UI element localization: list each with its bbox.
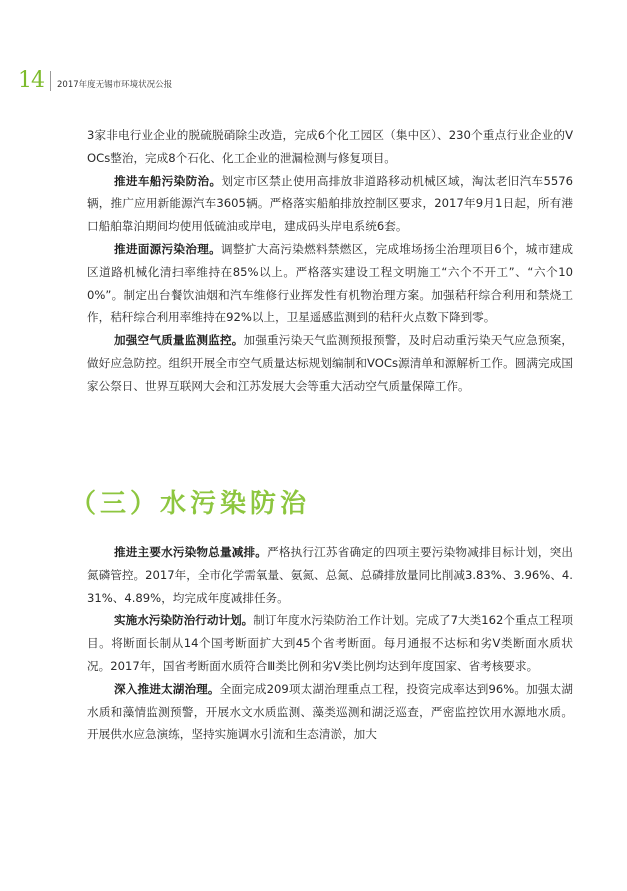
- water-pollution-section-body: [87, 541, 573, 746]
- paragraph-lead: 推进车船污染防治。: [114, 173, 222, 188]
- paragraph-text: 3家非电行业企业的脱硫脱硝除尘改造，完成6个化工园区（集中区）、230个重点行业企业的VOCs整治，完成8个石化、化工企业的泄漏检测与修复项目。: [87, 128, 573, 165]
- paragraph-emission-reduction: [87, 541, 573, 609]
- paragraph-text: 严格执行江苏省确定的四项主要污染物减排目标计划，突出氮磷管控。2017年，全市化学需氧量、氨氮、总氮、总磷排放量同比削减3.83%、3.96%、4.31%、4.89%，均完成年度减排任务。: [87, 545, 573, 605]
- paragraph-industrial-governance: [87, 124, 573, 170]
- report-title: 2017年度无锡市环境状况公报: [57, 80, 173, 90]
- paragraph-lead: 深入推进太湖治理。: [114, 681, 220, 696]
- paragraph-taihu-governance: [87, 678, 573, 746]
- paragraph-lead: 加强空气质量监测监控。: [114, 333, 244, 348]
- page-number: 14: [18, 68, 44, 93]
- paragraph-text: 加强重污染天气监测预报预警，及时启动重污染天气应急预案，做好应急防控。组织开展全市空气质量达标规划编制和VOCs源清单和源解析工作。圆满完成国家公祭日、世界互联网大会和江苏发展大会等重大活动空气质量保障工作。: [87, 333, 573, 393]
- page-header: [18, 64, 172, 92]
- paragraph-action-plan: [87, 609, 573, 677]
- paragraph-area-source-pollution: [87, 238, 573, 329]
- paragraph-lead: 推进主要水污染物总量减排。: [114, 545, 268, 559]
- paragraph-air-quality-monitoring: [87, 329, 573, 397]
- paragraph-lead: 推进面源污染治理。: [114, 241, 221, 256]
- header-divider: [50, 71, 51, 91]
- paragraph-lead: 实施水污染防治行动计划。: [114, 613, 254, 628]
- paragraph-text: 制订年度水污染防治工作计划。完成了7大类162个重点工程项目。将断面长制从14个国考断面扩大到45个省考断面。每月通报不达标和劣V类断面水质状况。2017年，国省考断面水质符合Ⅲ类比例和劣V类比例均达到年度国家、省考核要求。: [87, 613, 573, 673]
- paragraph-vehicle-ship-pollution: [87, 170, 573, 238]
- paragraph-text: 全面完成209项太湖治理重点工程，投资完成率达到96%。加强太湖水质和藻情监测预警，开展水文水质监测、藻类巡测和湖泛巡查，严密监控饮用水源地水质。开展供水应急演练，坚持实施调水引流和生态清淤，加大: [87, 681, 573, 742]
- section-heading-water-pollution: （三）水污染防治: [70, 489, 311, 519]
- paragraph-text: 划定市区禁止使用高排放非道路移动机械区域，淘汰老旧汽车5576辆，推广应用新能源汽车3605辆。严格落实船舶排放控制区要求，2017年9月1日起，所有港口船舶靠泊期间均使用低硫油或岸电，建成码头岸电系统6套。: [87, 173, 574, 234]
- paragraph-text: 调整扩大高污染燃料禁燃区，完成堆场扬尘治理项目6个，城市建成区道路机械化清扫率维持在85%以上。严格落实建设工程文明施工“六个不开工”、“六个100%”。制定出台餐饮油烟和汽车维修行业挥发性有机物治理方案。加强秸秆综合利用和禁烧工作，秸秆综合利用率维持在92%以上，卫星遥感监测到的秸秆火点数下降到零。: [87, 241, 573, 325]
- air-pollution-section-body: [87, 124, 573, 398]
